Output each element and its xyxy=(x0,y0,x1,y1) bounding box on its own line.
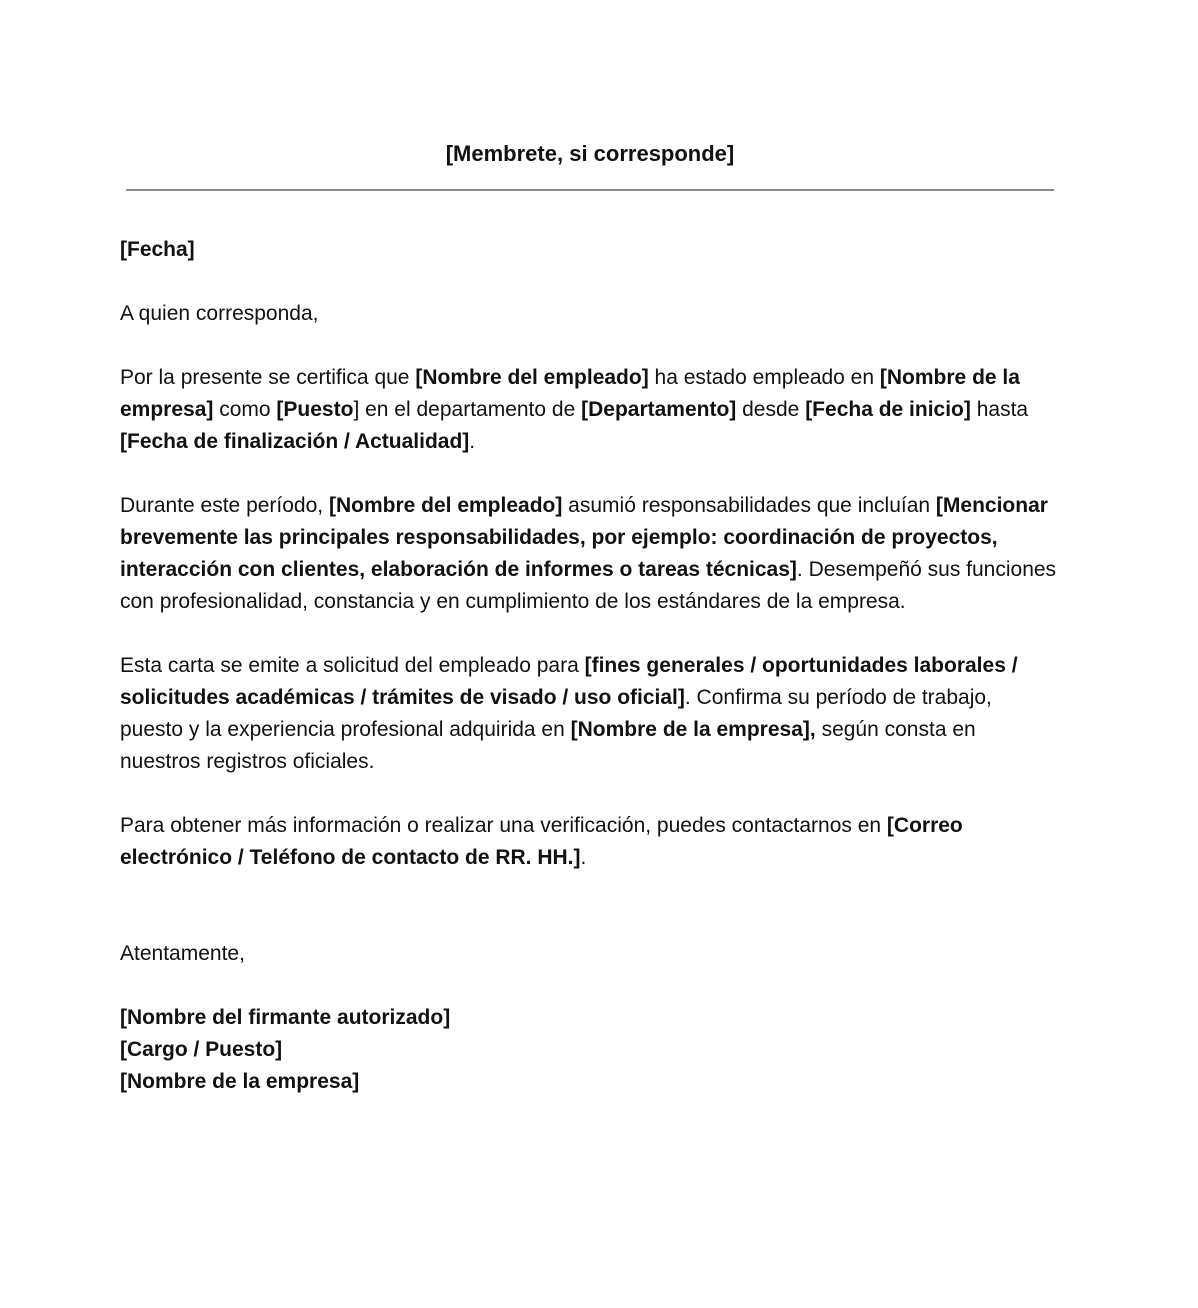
paragraph-purpose xyxy=(120,650,1060,778)
placeholder-responsibilities: [Mencionar brevemente las principales responsabilidades, por ejemplo: coordinación de proyectos, interacción con clientes, elaboración de informes o tareas técnicas] xyxy=(120,494,1048,581)
placeholder-position: [Puesto xyxy=(276,398,354,421)
text: . Desempeñó sus funciones con profesionalidad, constancia y en cumplimiento de los estándares de la empresa. xyxy=(120,558,1057,613)
text: desde xyxy=(736,398,806,421)
salutation: A quien corresponda, xyxy=(120,302,319,325)
text: Durante este período, xyxy=(120,494,329,517)
placeholder-department: [Departamento] xyxy=(581,398,737,421)
placeholder-purpose: [fines generales / oportunidades laborales / solicitudes académicas / trámites de visado / uso oficial] xyxy=(120,654,1018,709)
letterhead-divider xyxy=(126,189,1054,191)
placeholder-employee-name: [Nombre del empleado] xyxy=(328,494,563,517)
signatory-title: [Cargo / Puesto] xyxy=(120,1038,283,1061)
placeholder-hr-contact: [Correo electrónico / Teléfono de contacto de RR. HH.] xyxy=(120,814,963,869)
letter-date: [Fecha] xyxy=(120,238,195,261)
text: . xyxy=(580,846,587,869)
letterhead: [Membrete, si corresponde] xyxy=(445,141,735,166)
placeholder-company-name: [Nombre de la empresa] xyxy=(120,366,1020,421)
placeholder-start-date: [Fecha de inicio] xyxy=(805,398,971,421)
text: como xyxy=(213,398,277,421)
closing: Atentamente, xyxy=(120,942,245,965)
placeholder-company-name: [Nombre de la empresa], xyxy=(570,718,816,741)
text: hasta xyxy=(970,398,1029,421)
text: . xyxy=(469,430,476,453)
text: Esta carta se emite a solicitud del empleado para xyxy=(120,654,585,677)
text: ] en el departamento de xyxy=(353,398,582,421)
text: Para obtener más información o realizar una verificación, puedes contactarnos en xyxy=(120,814,887,837)
text: ha estado empleado en xyxy=(648,366,880,389)
letter-body xyxy=(120,234,1060,1098)
text: asumió responsabilidades que incluían xyxy=(562,494,936,517)
signatory-company: [Nombre de la empresa] xyxy=(120,1070,360,1093)
text: Por la presente se certifica que xyxy=(120,366,416,389)
paragraph-contact xyxy=(120,810,1060,874)
signatory-name: [Nombre del firmante autorizado] xyxy=(120,1006,451,1029)
placeholder-employee-name: [Nombre del empleado] xyxy=(415,366,649,389)
paragraph-responsibilities xyxy=(120,490,1060,618)
placeholder-end-date: [Fecha de finalización / Actualidad] xyxy=(120,430,470,453)
paragraph-employment xyxy=(120,362,1060,458)
text: según consta en nuestros registros oficiales. xyxy=(120,718,976,773)
text: . Confirma su período de trabajo, puesto y la experiencia profesional adquirida en xyxy=(120,686,992,741)
